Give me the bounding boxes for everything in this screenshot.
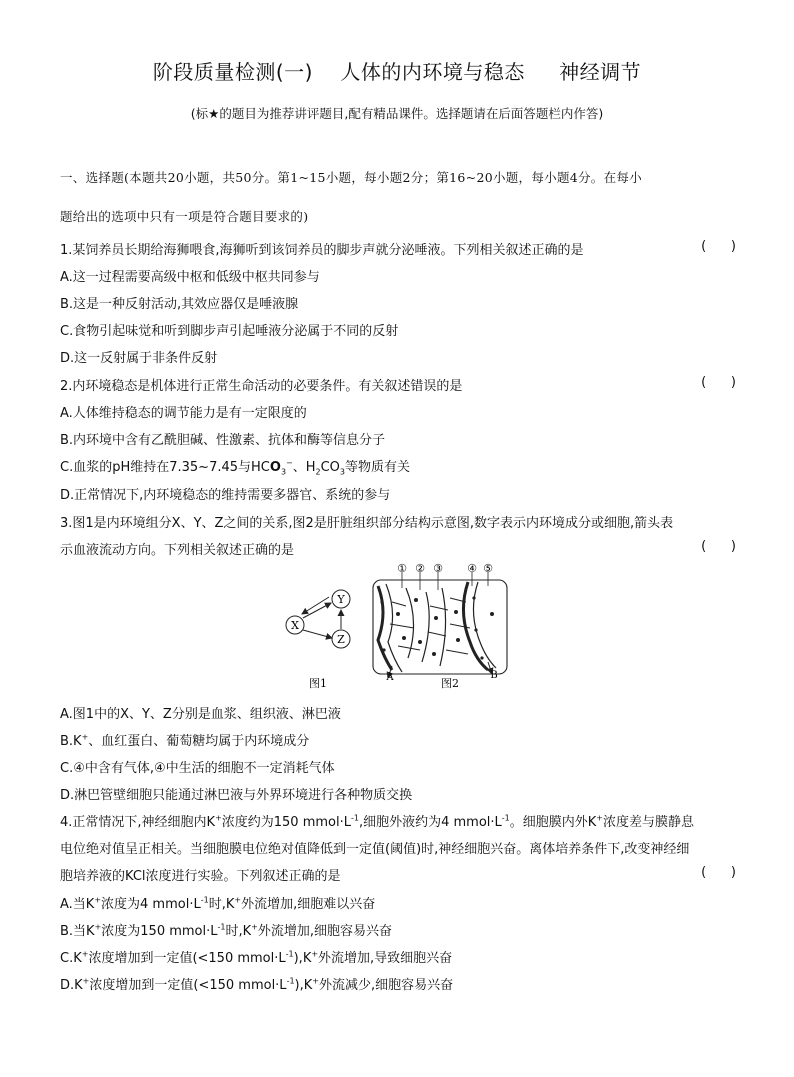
- q1-answer-paren[interactable]: ( ): [701, 239, 736, 254]
- q2-option-a: A.人体维持稳态的调节能力是有一定限度的: [60, 406, 307, 421]
- q4-answer-paren[interactable]: ( ): [701, 865, 736, 880]
- q3-figure: [280, 562, 510, 694]
- label-b: B: [490, 670, 498, 681]
- q1-option-d: D.这一反射属于非条件反射: [60, 351, 218, 366]
- node-z-label: Z: [337, 633, 345, 646]
- tissue-outline: [373, 580, 507, 674]
- q4-option-b: B.当K+浓度为150 $mmol\cdot L^{-1}$时,K+外流增加,细胞容易兴奋: [60, 922, 392, 939]
- figure1-diagram: [286, 590, 350, 690]
- q1-option-a: A.这一过程需要高级中枢和低级中枢共同参与: [60, 270, 320, 285]
- q1-option-c: C.食物引起味觉和听到脚步声引起唾液分泌属于不同的反射: [60, 324, 399, 339]
- q4-option-a: A.当K+浓度为4 $mmol\cdot L^{-1}$时,K+外流增加,细胞难以兴奋: [60, 895, 376, 912]
- q2-answer-paren[interactable]: ( ): [701, 375, 736, 390]
- q4-stem-line2: 电位绝对值呈正相关。当细胞膜电位绝对值降低到一定值(阈值)时,神经细胞兴奋。离体培养条件下,改变神经细: [60, 842, 690, 857]
- label-num3: ③: [433, 562, 443, 575]
- q2-stem: 2.内环境稳态是机体进行正常生命活动的必要条件。有关叙述错误的是: [60, 379, 463, 394]
- section-heading-line1: 一、选择题(本题共20小题，共50分。第1~15小题，每小题2分；第16~20小题，每小题4分。在每小: [60, 170, 643, 185]
- q4-option-c: C.K+浓度增加到一定值(<150 $mmol\cdot L^{-1}),K^+$外流增加,导致细胞兴奋: [60, 949, 453, 966]
- q4-stem-line3: 胞培养液的KCl浓度进行实验。下列叙述正确的是: [60, 869, 341, 884]
- label-num1: ①: [397, 562, 407, 575]
- q3-answer-paren[interactable]: ( ): [701, 539, 736, 554]
- figure2-diagram: [373, 562, 507, 690]
- arrow-x-to-z: [303, 630, 332, 638]
- q3-option-a: A.图1中的X、Y、Z分别是血浆、组织液、淋巴液: [60, 707, 341, 722]
- node-y-label: Y: [337, 593, 345, 606]
- fig1-label: 图1: [309, 677, 327, 690]
- label-num5: ⑤: [483, 562, 493, 575]
- label-a: A: [386, 672, 394, 683]
- label-num2: ②: [415, 562, 425, 575]
- page-subtitle: (标★的题目为推荐讲评题目,配有精品课件。选择题请在后面答题栏内作答): [190, 106, 604, 121]
- q4-option-d: D.K+浓度增加到一定值(<150 $mmol\cdot L^{-1}),K^+$外流减少,细胞容易兴奋: [60, 976, 454, 993]
- node-x-label: X: [291, 619, 299, 632]
- q3-option-b: B.K+、血红蛋白、葡萄糖均属于内环境成分: [60, 732, 310, 749]
- q3-option-d: D.淋巴管壁细胞只能通过淋巴液与外界环境进行各种物质交换: [60, 788, 413, 803]
- q2-option-c: C.血浆的pH维持在7.35~7.45与$HCO_3^-$、$H_2CO_3$等物质有关: [60, 458, 411, 477]
- capillary-a-wall: [378, 586, 392, 670]
- label-num4: ④: [467, 562, 477, 575]
- fig2-label: 图2: [441, 677, 459, 690]
- section-heading-line2: 题给出的选项中只有一项是符合题目要求的): [60, 209, 309, 224]
- q3-stem-line2: 示血液流动方向。下列相关叙述正确的是: [60, 543, 295, 558]
- q3-stem-line1: 3.图1是内环境组分X、Y、Z之间的关系,图2是肝脏组织部分结构示意图,数字表示内环境成分或细胞,箭头表: [60, 516, 674, 531]
- q2-option-b: B.内环境中含有乙酰胆碱、性激素、抗体和酶等信息分子: [60, 433, 386, 448]
- q1-option-b: B.这是一种反射活动,其效应器仅是唾液腺: [60, 297, 299, 312]
- q3-option-c: C.④中含有气体,④中生活的细胞不一定消耗气体: [60, 761, 335, 776]
- q4-stem-line1: 4.正常情况下,神经细胞内K+浓度约为150 $mmol\cdot L^{-1}$,细胞外液约为4 $mmol\cdot L^{-1}$。细胞膜内外K+浓度差与膜静息: [60, 813, 695, 830]
- page-title: 阶段质量检测(一) 人体的内环境与稳态 神经调节: [152, 60, 642, 84]
- q1-stem: 1.某饲养员长期给海狮喂食,海狮听到该饲养员的脚步声就分泌唾液。下列相关叙述正确的是: [60, 243, 584, 258]
- q2-option-d: D.正常情况下,内环境稳态的维持需要多器官、系统的参与: [60, 488, 391, 503]
